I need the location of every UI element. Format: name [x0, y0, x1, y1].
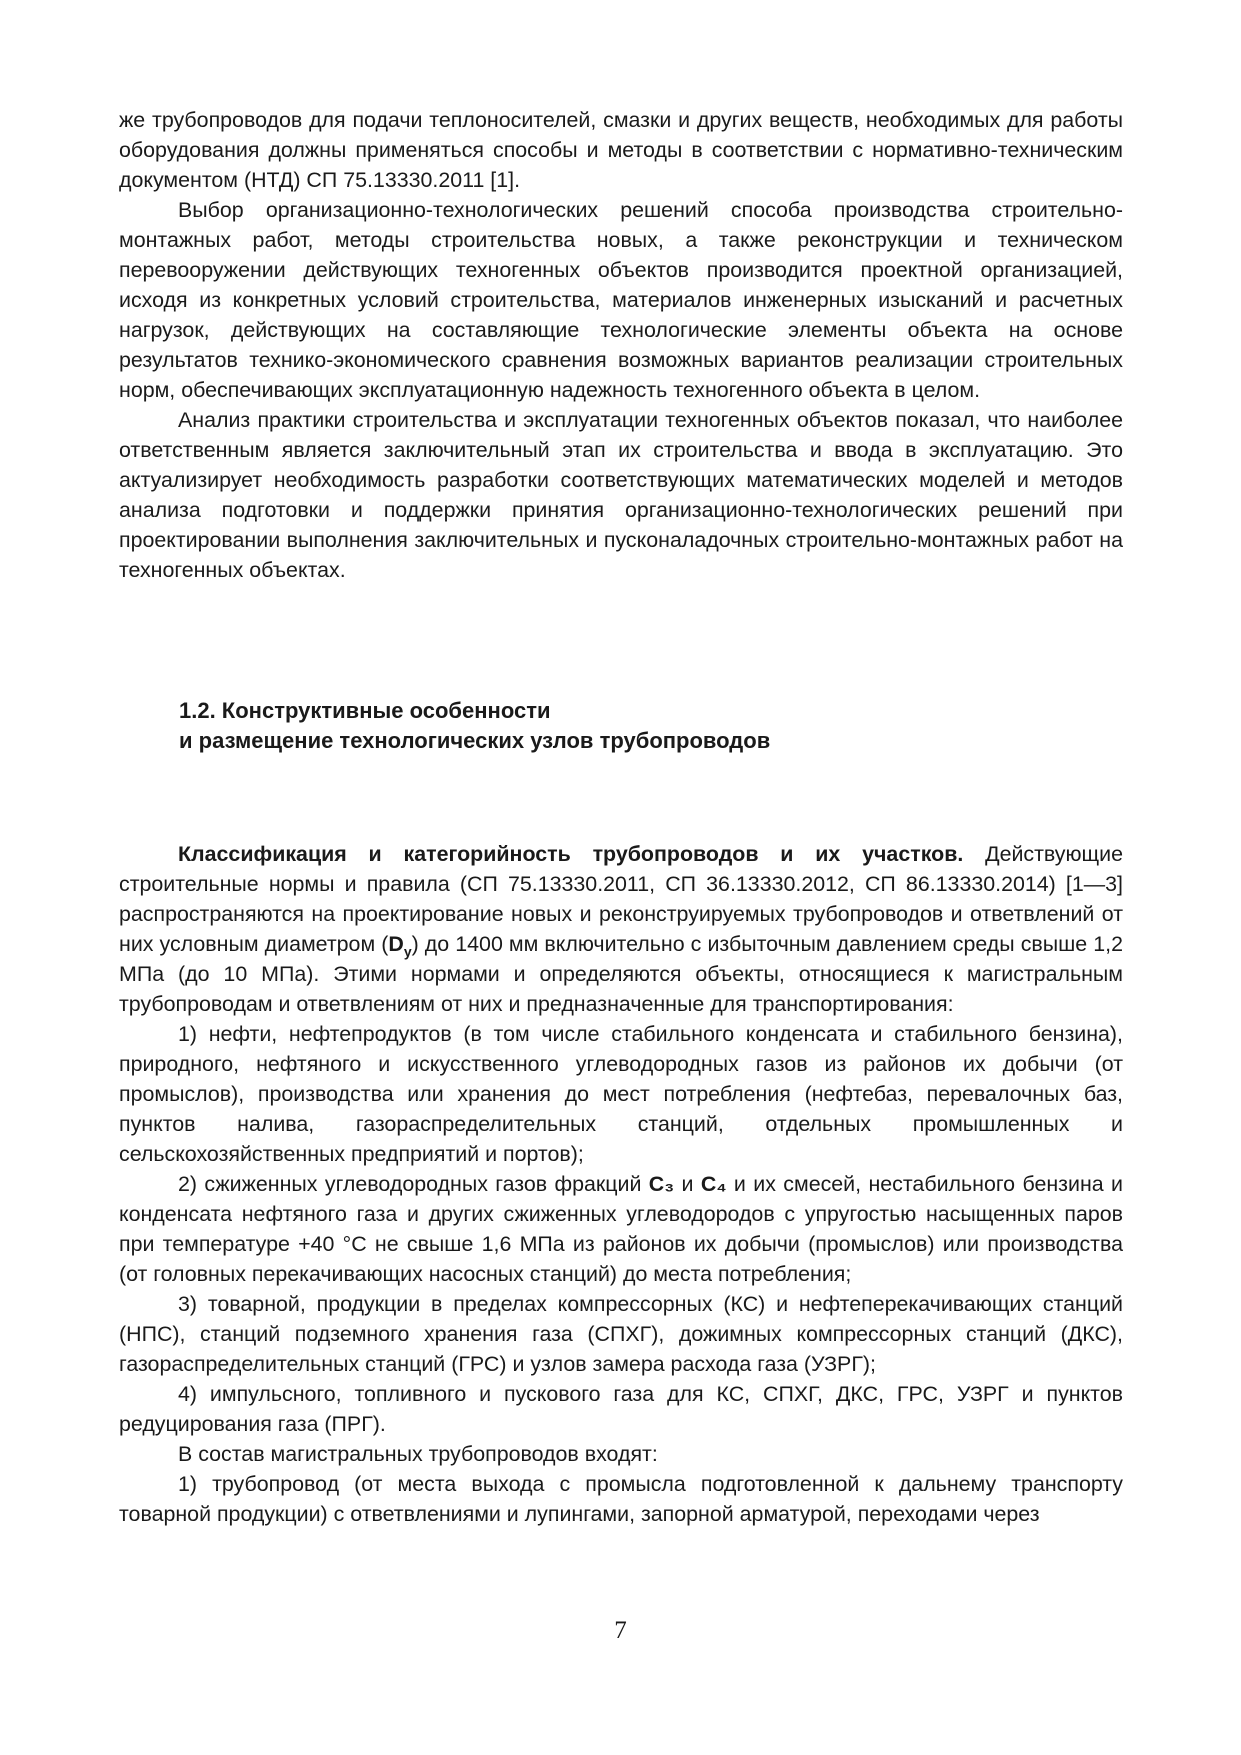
composition-item-1: 1) трубопровод (от места выхода с промысла подготовленной к дальнему транспорту товарной продукции) с ответвлениями и лупингами, запорной арматурой, переходами через: [119, 1472, 1123, 1526]
intro-paragraph-3: Анализ практики строительства и эксплуатации техногенных объектов показал, что наиболее ответственным является заключительный этап их строительства и ввода в эксплуатацию. Это актуализирует необходимость разработки соответствующих математических моделей и методов анализа подготовки и поддержки принятия организационно-технологических решений при проектировании выполнения заключительных и пусконаладочных строительно-монтажных работ на техногенных объектах.: [119, 408, 1123, 582]
classification-text-b: ) до 1400 мм включительно с избыточным давлением среды свыше 1,2 МПа (до 10 МПа). Этими нормами и определяются объекты, относящиеся к магистральным трубопроводам и ответвлениям от них и предназначенные для транспортирования:: [119, 932, 1123, 1016]
list-item-2-text-b: и их смесей, нестабильного бензина и конденсата нефтяного газа и других сжиженных углеводородов с упругостью насыщенных паров при температуре +40 °С не свыше 1,6 МПа из районов их добычи (промыслов) или производства (от головных перекачивающих насосных станций) до места потребления;: [119, 1172, 1123, 1286]
body-block: [119, 839, 1123, 1529]
section-heading: [179, 696, 1079, 756]
list-item-4: 4) импульсного, топливного и пускового газа для КС, СПХГ, ДКС, ГРС, УЗРГ и пунктов редуцирования газа (ПРГ).: [119, 1382, 1123, 1436]
classification-text-a: Действующие строительные нормы и правила (СП 75.13330.2011, СП 36.13330.2012, СП 86.13330.2014) [1—3] распространяются на проектирование новых и реконструируемых трубопроводов и ответвлений от них условным диаметром (: [119, 842, 1123, 956]
classification-paragraph: [119, 839, 1123, 1019]
dy-subscript: y: [403, 943, 412, 960]
composition-intro: В состав магистральных трубопроводов входят:: [178, 1442, 658, 1466]
list-item-2: [119, 1169, 1123, 1289]
dy-letter: D: [388, 932, 404, 956]
list-item-3: 3) товарной, продукции в пределах компрессорных (КС) и нефтеперекачивающих станций (НПС), станций подземного хранения газа (СПХГ), дожимных компрессорных станций (ДКС), газораспределительных станций (ГРС) и узлов замера расхода газа (УЗРГ);: [119, 1292, 1123, 1376]
intro-block: [119, 105, 1123, 585]
page-number: 7: [614, 1617, 627, 1644]
list-item-2-text-a: 2) сжиженных углеводородных газов фракций: [178, 1172, 649, 1196]
section-heading-line-1: 1.2. Конструктивные особенности: [179, 698, 551, 723]
fraction-c3: C₃: [648, 1172, 675, 1196]
section-heading-line-2: и размещение технологических узлов трубопроводов: [179, 728, 771, 753]
list-item-2-and: и: [674, 1172, 701, 1196]
classification-lead: Классификация и категорийность трубопроводов и их участков.: [178, 842, 964, 866]
intro-paragraph-1: же трубопроводов для подачи теплоносителей, смазки и других веществ, необходимых для работы оборудования должны применяться способы и методы в соответствии с нормативно-техническим документом (НТД) СП 75.13330.2011 [1].: [119, 108, 1123, 192]
fraction-c4: C₄: [700, 1172, 727, 1196]
dy-symbol: [388, 932, 412, 960]
intro-paragraph-2: Выбор организационно-технологических решений способа производства строительно-монтажных работ, методы строительства новых, а также реконструкции и техническом перевооружении действующих техногенных объектов производится проектной организацией, исходя из конкретных условий строительства, материалов инженерных изысканий и расчетных нагрузок, действующих на составляющие технологические элементы объекта на основе результатов технико-экономического сравнения возможных вариантов реализации строительных норм, обеспечивающих эксплуатационную надежность техногенного объекта в целом.: [119, 198, 1123, 402]
list-item-1: 1) нефти, нефтепродуктов (в том числе стабильного конденсата и стабильного бензина), природного, нефтяного и искусственного углеводородных газов из районов их добычи (от промыслов), производства или хранения до мест потребления (нефтебаз, перевалочных баз, пунктов налива, газораспределительных станций, отдельных промышленных и сельскохозяйственных предприятий и портов);: [119, 1022, 1123, 1166]
